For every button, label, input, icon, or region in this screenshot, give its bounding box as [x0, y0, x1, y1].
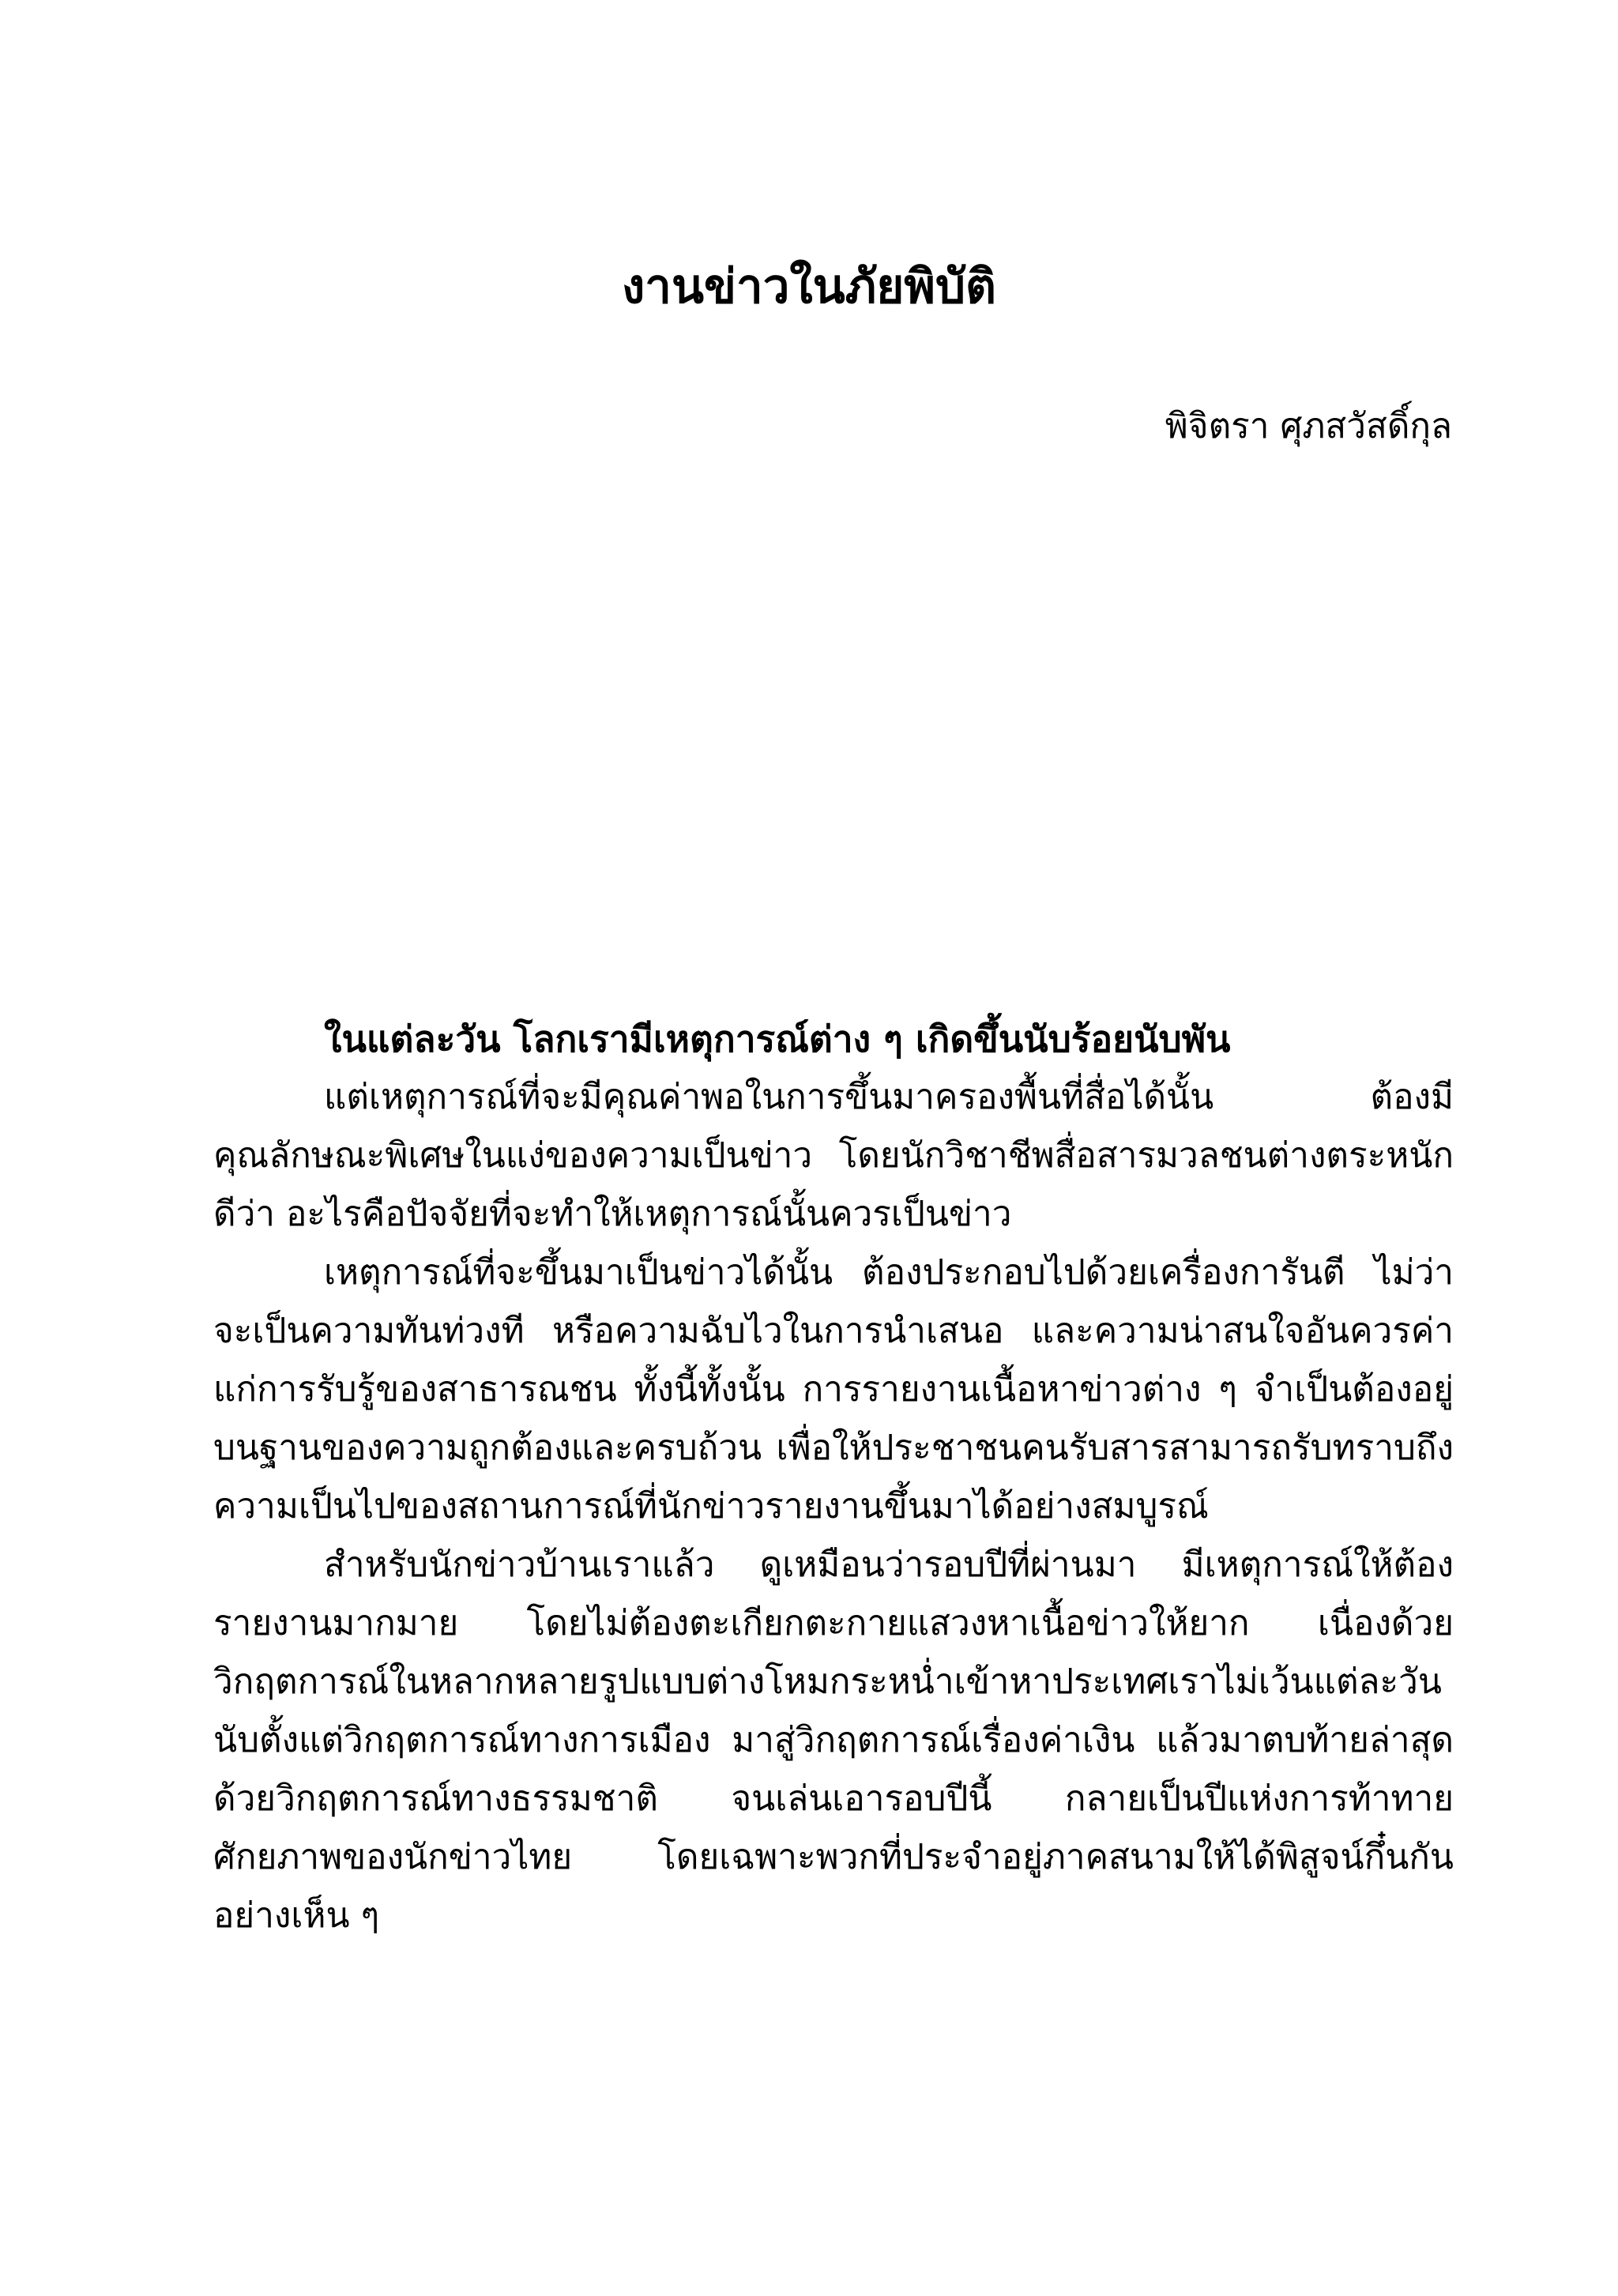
lead-sentence: ในแต่ละวัน โลกเรามีเหตุการณ์ต่าง ๆ เกิดขึ้นนับร้อยนับพัน — [324, 1018, 1231, 1060]
paragraph-2: เหตุการณ์ที่จะขึ้นมาเป็นข่าวได้นั้น ต้องประกอบไปด้วยเครื่องการันตี ไม่ว่าจะเป็นความทันท่วงที หรือความฉับไวในการนำเสนอ และความน่าสนใจอันควรค่าแก่การรับรู้ของสาธารณชน ทั้งนี้ทั้งนั้น การรายงานเนื้อหาข่าวต่าง ๆ จำเป็นต้องอยู่บนฐานของความถูกต้องและครบถ้วน เพื่อให้ประชาชนคนรับสารสามารถรับทราบถึงความเป็นไปของสถานการณ์ที่นักข่าวรายงานขึ้นมาได้อย่างสมบูรณ์ — [213, 1252, 1454, 1526]
article-author: พิจิตรา ศุภสวัสดิ์กุล — [1165, 406, 1452, 446]
paragraph-3: สำหรับนักข่าวบ้านเราแล้ว ดูเหมือนว่ารอบปีที่ผ่านมา มีเหตุการณ์ให้ต้องรายงานมากมาย โดยไม่ต้องตะเกียกตะกายแสวงหาเนื้อข่าวให้ยาก เนื่องด้วยวิกฤตการณ์ในหลากหลายรูปแบบต่างโหมกระหน่ำเข้าหาประเทศเราไม่เว้นแต่ละวัน นับตั้งแต่วิกฤตการณ์ทางการเมือง มาสู่วิกฤตการณ์เรื่องค่าเงิน แล้วมาตบท้ายล่าสุดด้วยวิกฤตการณ์ทางธรรมชาติ จนเล่นเอารอบปีนี้ กลายเป็นปีแห่งการท้าทายศักยภาพของนักข่าวไทย โดยเฉพาะพวกที่ประจำอยู่ภาคสนามให้ได้พิสูจน์กึ๋นกันอย่างเห็น ๆ — [213, 1545, 1454, 1936]
paragraph-1: แต่เหตุการณ์ที่จะมีคุณค่าพอในการขึ้นมาครองพื้นที่สื่อได้นั้น ต้องมีคุณลักษณะพิเศษในแง่ของความเป็นข่าว โดยนักวิชาชีพสื่อสารมวลชนต่างตระหนักดีว่า อะไรคือปัจจัยที่จะทำให้เหตุการณ์นั้นควรเป็นข่าว — [213, 1077, 1454, 1234]
article-body — [213, 1010, 1454, 1945]
article-title: งานข่าวในภัยพิบัติ — [621, 259, 997, 314]
